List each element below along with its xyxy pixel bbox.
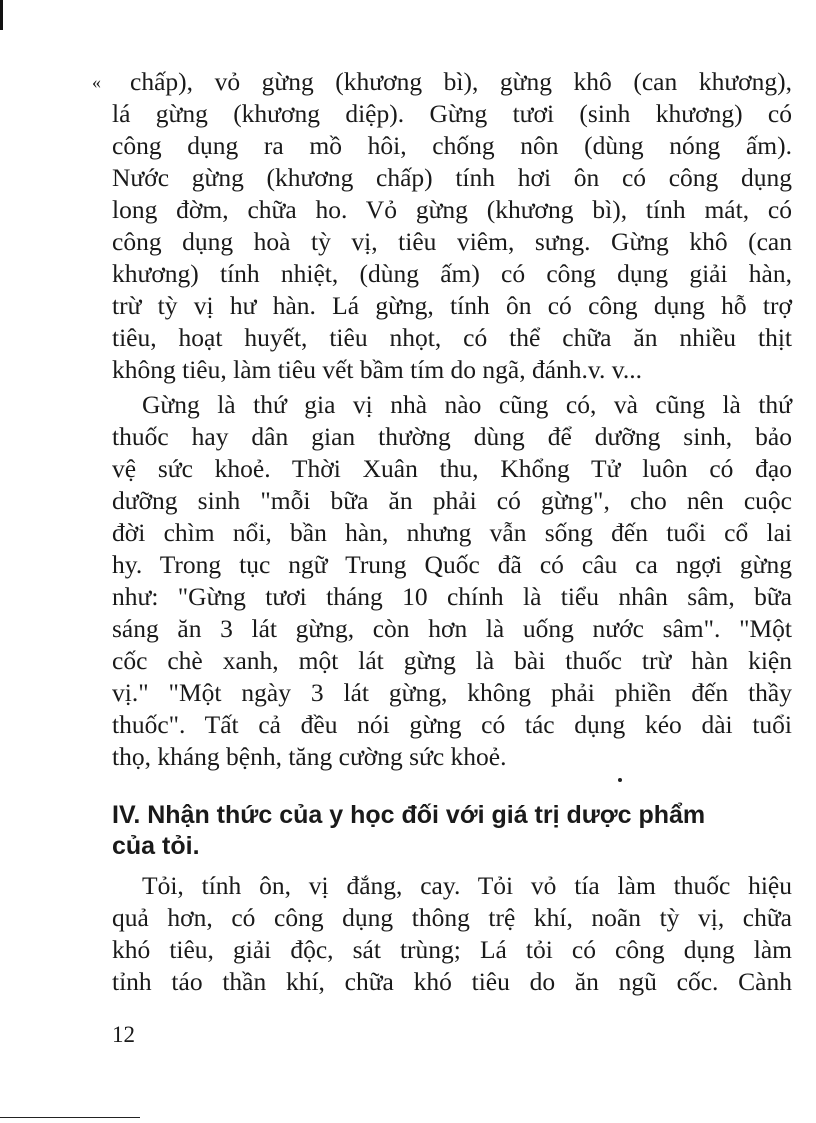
text-line: vệ sức khoẻ. Thời Xuân thu, Khổng Tử luôn có đạo (112, 454, 792, 483)
heading-line: của tỏi. (112, 832, 200, 860)
text-line: lá gừng (khương diệp). Gừng tươi (sinh khương) có (112, 99, 792, 128)
text-line: dưỡng sinh "mỗi bữa ăn phải có gừng", cho nên cuộc (112, 486, 792, 515)
text-line: như: "Gừng tươi tháng 10 chính là tiểu nhân sâm, bữa (112, 582, 792, 611)
text-line: trừ tỳ vị hư hàn. Lá gừng, tính ôn có công dụng hỗ trợ (112, 291, 792, 320)
margin-mark: « (92, 72, 101, 92)
text-line: vị." "Một ngày 3 lát gừng, không phải phiền đến thầy (112, 678, 792, 707)
text-line: khó tiêu, giải độc, sát trùng; Lá tỏi có công dụng làm (112, 935, 792, 964)
text-line: Gừng là thứ gia vị nhà nào cũng có, và cũng là thứ (142, 390, 792, 419)
text-line: thọ, kháng bệnh, tăng cường sức khoẻ. (112, 742, 507, 771)
speck-mark (618, 778, 622, 782)
text-line: hy. Trong tục ngữ Trung Quốc đã có câu ca ngợi gừng (112, 550, 792, 579)
bottom-rule (0, 1117, 140, 1118)
text-line: Tỏi, tính ôn, vị đắng, cay. Tỏi vỏ tía làm thuốc hiệu (142, 871, 792, 900)
text-line: cốc chè xanh, một lát gừng là bài thuốc trừ hàn kiện (112, 646, 792, 675)
text-line: không tiêu, làm tiêu vết bầm tím do ngã, đánh.v. v... (112, 355, 642, 384)
text-line: sáng ăn 3 lát gừng, còn hơn là uống nước sâm". "Một (112, 614, 792, 643)
section-heading (112, 800, 792, 862)
text-line: Nước gừng (khương chấp) tính hơi ôn có công dụng (112, 163, 792, 192)
heading-line: IV. Nhận thức của y học đối với giá trị dược phẩm (112, 801, 706, 829)
text-line: khương) tính nhiệt, (dùng ấm) có công dụng giải hàn, (112, 259, 792, 288)
text-line: thuốc hay dân gian thường dùng để dưỡng sinh, bảo (112, 422, 792, 451)
text-line: tiêu, hoạt huyết, tiêu nhọt, có thể chữa ăn nhiều thịt (112, 323, 792, 352)
text-line: long đờm, chữa ho. Vỏ gừng (khương bì), tính mát, có (112, 195, 792, 224)
text-line: đời chìm nổi, bần hàn, nhưng vẫn sống đến tuổi cổ lai (112, 518, 792, 547)
text-line: quả hơn, có công dụng thông trệ khí, noãn tỳ vị, chữa (112, 903, 792, 932)
text-line: thuốc". Tất cả đều nói gừng có tác dụng kéo dài tuổi (112, 710, 792, 739)
scan-edge-mark (0, 0, 3, 30)
paragraph-garlic (112, 870, 792, 998)
text-line: chấp), vỏ gừng (khương bì), gừng khô (can khương), (130, 67, 792, 96)
text-line: công dụng hoà tỳ vị, tiêu viêm, sưng. Gừng khô (can (112, 227, 792, 256)
paragraph-ginger-parts (112, 66, 792, 386)
text-line: công dụng ra mồ hôi, chống nôn (dùng nóng ấm). (112, 131, 792, 160)
text-line: tỉnh táo thần khí, chữa khó tiêu do ăn ngũ cốc. Cành (112, 967, 792, 996)
paragraph-ginger-health (112, 389, 792, 773)
page-number: 12 (112, 1022, 135, 1047)
